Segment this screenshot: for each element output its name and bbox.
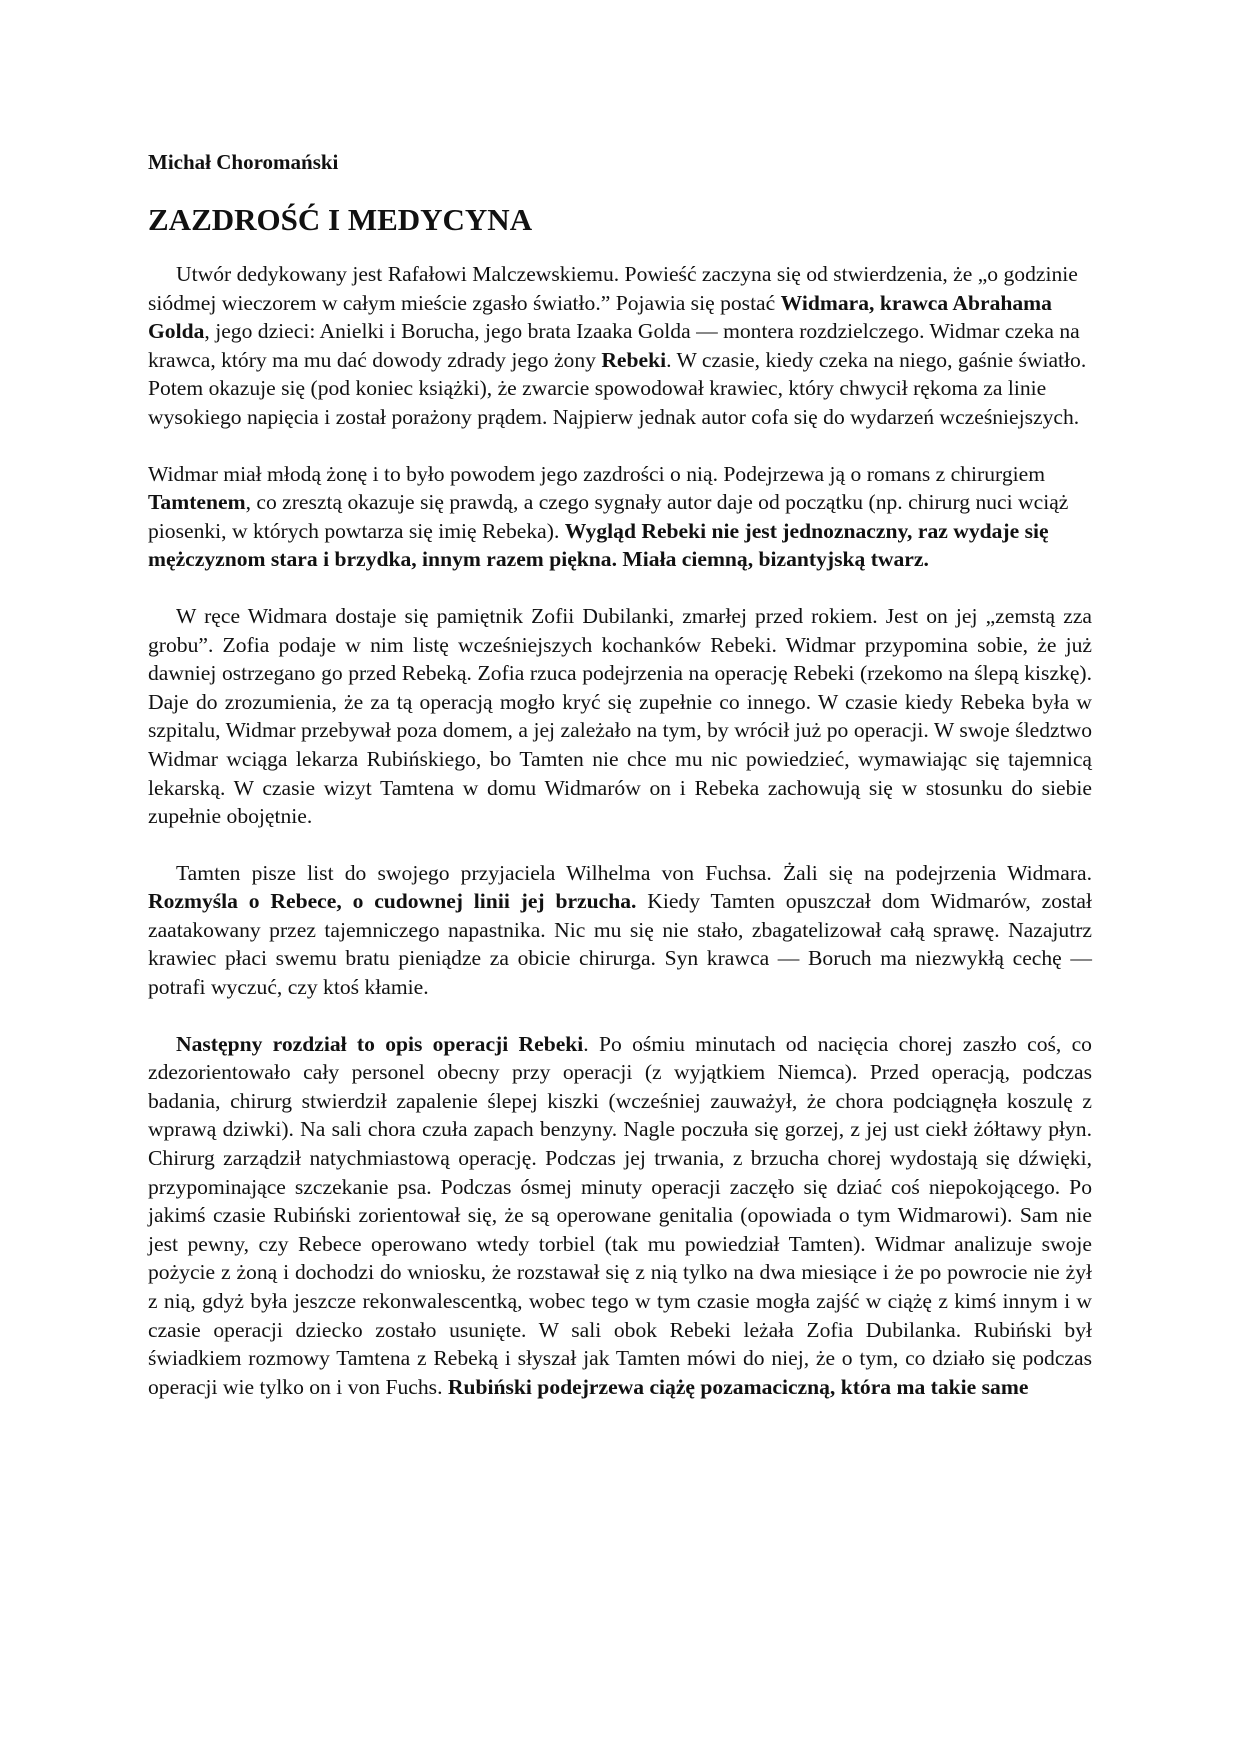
paragraph-1 (148, 260, 1092, 432)
text-run: W ręce Widmara dostaje się pamiętnik Zofii Dubilanki, zmarłej przed rokiem. Jest on jej „zemstą zza grobu”. Zofia podaje w nim listę wcześniejszych kochanków Rebeki. Widmar przypomina sobie, że już dawniej ostrzegano go przed Rebeką. Zofia rzuca podejrzenia na operację Rebeki (rzekomo na ślepą kiszkę). Daje do zrozumienia, że za tą operacją mogło kryć się zupełnie co innego. W czasie kiedy Rebeka była w szpitalu, Widmar przebywał poza domem, a jej zależało na tym, by wrócił już po operacji. W swoje śledztwo Widmar wciąga lekarza Rubińskiego, bo Tamten nie chce mu nic powiedzieć, wymawiając się tajemnicą lekarską. W czasie wizyt Tamtena w domu Widmarów on i Rebeka zachowują się w stosunku do siebie zupełnie obojętnie. (148, 603, 1092, 829)
text-run: Widmar miał młodą żonę i to było powodem jego zazdrości o nią. Podejrzewa ją o romans z chirurgiem (148, 461, 1046, 486)
document-page (148, 148, 1092, 1401)
paragraph-5 (148, 1030, 1092, 1402)
text-run: . W czasie, kiedy czeka na niego, gaśnie światło. Potem okazuje się (pod koniec książki), że zwarcie spowodował krawiec, który chwycił rękoma za linie wysokiego napięcia i został porażony prądem. Najpierw jednak autor cofa się do wydarzeń wcześniejszych. (148, 347, 1087, 429)
text-run: Tamten pisze list do swojego przyjaciela Wilhelma von Fuchsa. Żali się na podejrzenia Widmara. (176, 860, 1092, 885)
text-run: , jego dzieci: Anielki i Borucha, jego brata Izaaka Golda — montera rozdzielczego. Widmar czeka na krawca, który ma mu dać dowody zdrady jego żony (148, 319, 1080, 372)
document-title: ZAZDROŚĆ I MEDYCYNA (148, 202, 533, 237)
paragraph-2 (148, 460, 1092, 574)
bold-text-run: Następny rozdział to opis operacji Rebeki (176, 1031, 584, 1056)
bold-text-run: Widmara, krawca Abrahama Golda (148, 290, 1052, 344)
paragraph-4 (148, 859, 1092, 1002)
paragraph-3 (148, 602, 1092, 831)
author-name: Michał Choromański (148, 150, 339, 174)
bold-text-run: Rubiński podejrzewa ciążę pozamaciczną, która ma takie same (447, 1374, 1029, 1399)
bold-text-run: Rebeki (601, 347, 667, 372)
bold-text-run: Tamtenem (148, 490, 246, 515)
bold-text-run: Rozmyśla o Rebece, o cudownej linii jej brzucha. (148, 889, 637, 914)
text-run: Utwór dedykowany jest Rafałowi Malczewskiemu. Powieść zaczyna się od stwierdzenia, że „o godzinie siódmej wieczorem w całym mieście zgasło światło.” Pojawia się postać (148, 262, 1078, 315)
text-run: , co zresztą okazuje się prawdą, a czego sygnały autor daje od początku (np. chirurg nuci wciąż piosenki, w których powtarza się imię Rebeka). (148, 490, 1069, 543)
bold-text-run: Wygląd Rebeki nie jest jednoznaczny, raz wydaje się mężczyznom stara i brzydka, innym razem piękna. Miała ciemną, bizantyjską twarz. (148, 518, 1049, 572)
text-run: Kiedy Tamten opuszczał dom Widmarów, został zaatakowany przez tajemniczego napastnika. Nic mu się nie stało, zbagatelizował całą sprawę. Nazajutrz krawiec płaci swemu bratu pieniądze za obicie chirurga. Syn krawca — Boruch ma niezwykłą cechę — potrafi wyczuć, czy ktoś kłamie. (148, 889, 1092, 1000)
text-run: . Po ośmiu minutach od nacięcia chorej zaszło coś, co zdezorientowało cały personel obecny przy operacji (z wyjątkiem Niemca). Przed operacją, podczas badania, chirurg stwierdził zapalenie ślepej kiszki (wcześniej zauważył, że chora podciągnęła koszulę z wprawą dziwki). Na sali chora czuła zapach benzyny. Nagle poczuła się gorzej, z jej ust ciekł żółtawy płyn. Chirurg zarządził natychmiastową operację. Podczas jej trwania, z brzucha chorej wydostają się dźwięki, przypominające szczekanie psa. Podczas ósmej minuty operacji zaczęło się dziać coś niepokojącego. Po jakimś czasie Rubiński zorientował się, że są operowane genitalia (opowiada o tym Widmarowi). Sam nie jest pewny, czy Rebece operowano wtedy torbiel (tak mu powiedział Tamten). Widmar analizuje swoje pożycie z żoną i dochodzi do wniosku, że rozstawał się z nią tylko na dwa miesiące i że po powrocie nie żył z nią, gdyż była jeszcze rekonwalescentką, wobec tego w tym czasie mogła zajść w ciążę z kimś innym i w czasie operacji dziecko zostało usunięte. W sali obok Rebeki leżała Zofia Dubilanka. Rubiński był świadkiem rozmowy Tamtena z Rebeką i słyszał jak Tamten mówi do niej, że o tym, co działo się podczas operacji wie tylko on i von Fuchs. (148, 1031, 1092, 1399)
